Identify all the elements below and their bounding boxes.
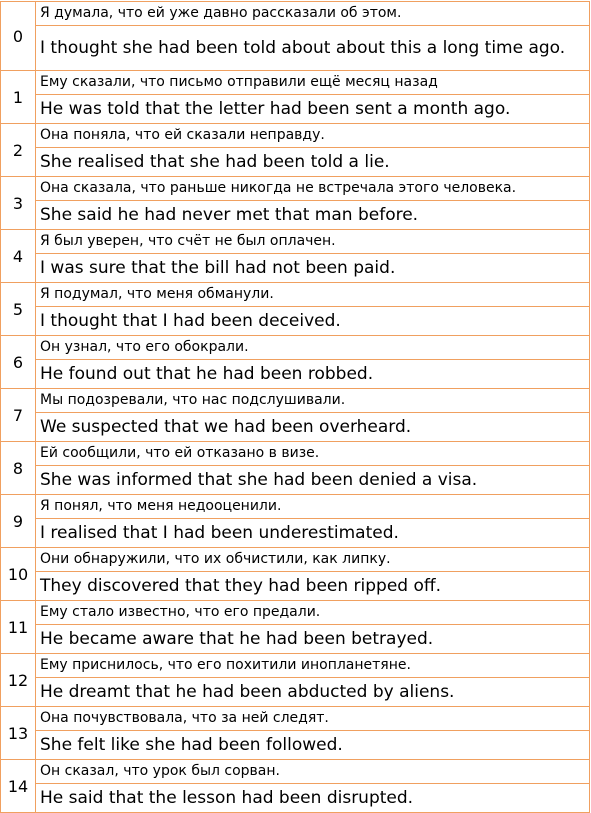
entry-row-en: [1, 148, 590, 177]
russian-sentence: Она поняла, что ей сказали неправду.: [36, 124, 590, 148]
english-sentence: They discovered that they had been ripped off.: [36, 572, 590, 601]
entry-row-en: [1, 731, 590, 760]
entry-row-ru: [1, 389, 590, 413]
entry-row-en: [1, 254, 590, 283]
russian-sentence: Я был уверен, что счёт не был оплачен.: [36, 230, 590, 254]
english-sentence: I thought that I had been deceived.: [36, 307, 590, 336]
entry-row-ru: [1, 601, 590, 625]
english-sentence: He dreamt that he had been abducted by aliens.: [36, 678, 590, 707]
russian-sentence: Он узнал, что его обокрали.: [36, 336, 590, 360]
entry-number: 5: [1, 283, 36, 336]
entry-number: 10: [1, 548, 36, 601]
english-sentence: We suspected that we had been overheard.: [36, 413, 590, 442]
english-sentence: She realised that she had been told a lie.: [36, 148, 590, 177]
translation-table-body: [1, 2, 590, 813]
entry-row-ru: [1, 495, 590, 519]
russian-sentence: Она почувствовала, что за ней следят.: [36, 707, 590, 731]
entry-number: 8: [1, 442, 36, 495]
entry-row-ru: [1, 548, 590, 572]
english-sentence: I was sure that the bill had not been paid.: [36, 254, 590, 283]
entry-number: 12: [1, 654, 36, 707]
entry-row-ru: [1, 442, 590, 466]
english-sentence: I thought she had been told about about this a long time ago.: [36, 26, 590, 71]
entry-number: 11: [1, 601, 36, 654]
entry-row-en: [1, 519, 590, 548]
entry-number: 6: [1, 336, 36, 389]
russian-sentence: Она сказала, что раньше никогда не встречала этого человека.: [36, 177, 590, 201]
english-sentence: She was informed that she had been denied a visa.: [36, 466, 590, 495]
russian-sentence: Ему приснилось, что его похитили инопланетяне.: [36, 654, 590, 678]
russian-sentence: Они обнаружили, что их обчистили, как липку.: [36, 548, 590, 572]
entry-row-ru: [1, 760, 590, 784]
entry-row-ru: [1, 283, 590, 307]
entry-row-ru: [1, 336, 590, 360]
russian-sentence: Ей сообщили, что ей отказано в визе.: [36, 442, 590, 466]
russian-sentence: Я подумал, что меня обманули.: [36, 283, 590, 307]
russian-sentence: Я понял, что меня недооценили.: [36, 495, 590, 519]
entry-row-en: [1, 466, 590, 495]
entry-row-en: [1, 625, 590, 654]
entry-row-en: [1, 307, 590, 336]
russian-sentence: Он сказал, что урок был сорван.: [36, 760, 590, 784]
entry-number: 0: [1, 2, 36, 71]
english-sentence: He was told that the letter had been sent a month ago.: [36, 95, 590, 124]
russian-sentence: Ему стало известно, что его предали.: [36, 601, 590, 625]
entry-row-en: [1, 95, 590, 124]
russian-sentence: Ему сказали, что письмо отправили ещё месяц назад: [36, 71, 590, 95]
english-sentence: He said that the lesson had been disrupted.: [36, 784, 590, 813]
entry-row-en: [1, 26, 590, 71]
entry-row-ru: [1, 71, 590, 95]
entry-row-en: [1, 413, 590, 442]
entry-number: 7: [1, 389, 36, 442]
entry-number: 4: [1, 230, 36, 283]
entry-row-ru: [1, 654, 590, 678]
entry-row-ru: [1, 124, 590, 148]
entry-number: 2: [1, 124, 36, 177]
english-sentence: I realised that I had been underestimated.: [36, 519, 590, 548]
entry-row-ru: [1, 2, 590, 26]
english-sentence: She said he had never met that man before.: [36, 201, 590, 230]
entry-row-en: [1, 360, 590, 389]
translation-table: [0, 1, 590, 813]
entry-number: 13: [1, 707, 36, 760]
entry-number: 9: [1, 495, 36, 548]
english-sentence: He became aware that he had been betrayed.: [36, 625, 590, 654]
russian-sentence: Я думала, что ей уже давно рассказали об этом.: [36, 2, 590, 26]
entry-row-en: [1, 572, 590, 601]
entry-row-en: [1, 678, 590, 707]
entry-row-en: [1, 201, 590, 230]
entry-number: 1: [1, 71, 36, 124]
entry-row-ru: [1, 177, 590, 201]
entry-row-ru: [1, 230, 590, 254]
entry-number: 14: [1, 760, 36, 813]
entry-number: 3: [1, 177, 36, 230]
english-sentence: She felt like she had been followed.: [36, 731, 590, 760]
russian-sentence: Мы подозревали, что нас подслушивали.: [36, 389, 590, 413]
entry-row-ru: [1, 707, 590, 731]
entry-row-en: [1, 784, 590, 813]
english-sentence: He found out that he had been robbed.: [36, 360, 590, 389]
